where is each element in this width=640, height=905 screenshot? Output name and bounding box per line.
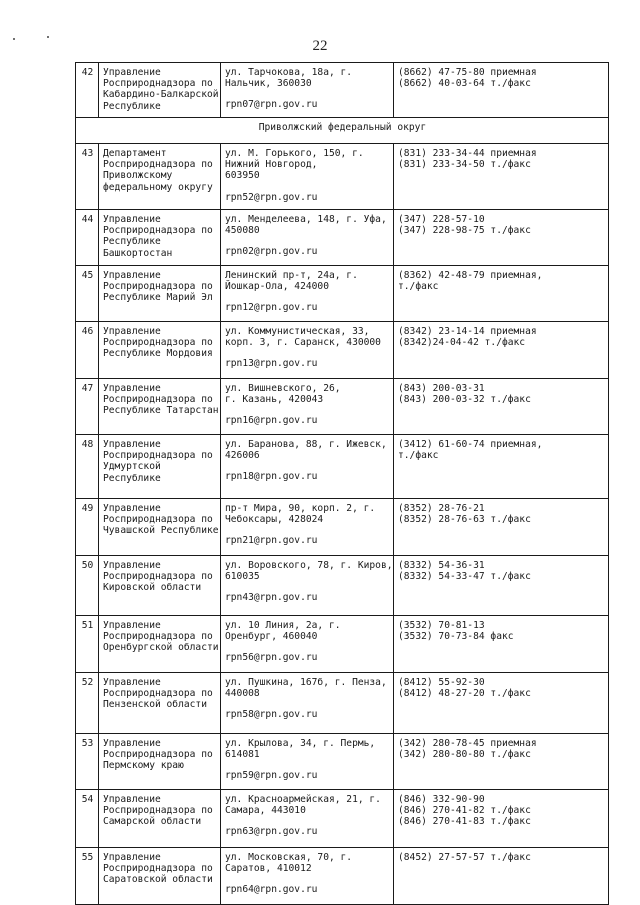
- table-row: [76, 63, 609, 118]
- phone-cell: [394, 790, 609, 848]
- address-cell: [221, 144, 394, 210]
- organization-line: Росприроднадзора по: [103, 805, 213, 817]
- organization-line: Республике Мордовия: [103, 348, 213, 360]
- phone-line: (8342) 23-14-14 приемная: [398, 326, 537, 337]
- organization-line: Самарской области: [103, 816, 202, 828]
- phone-line: (8332) 54-33-47 т./факс: [398, 571, 531, 583]
- organization-line: Департамент: [103, 148, 167, 159]
- organization-line: Росприроднадзора по: [103, 631, 213, 643]
- organization-line: Росприроднадзора по: [103, 225, 213, 237]
- email-address: rpn07@rpn.gov.ru: [225, 99, 318, 111]
- phone-cell: [394, 616, 609, 673]
- phone-cell: [394, 322, 609, 379]
- organization-cell: [99, 63, 221, 118]
- territorial-offices-table: [75, 62, 609, 905]
- table-row: [76, 435, 609, 499]
- phone-cell: [394, 63, 609, 118]
- organization-line: Пензенской области: [103, 699, 207, 711]
- organization-line: Управление: [103, 67, 161, 78]
- organization-line: Республике Марий Эл: [103, 292, 213, 304]
- email-address: rpn12@rpn.gov.ru: [225, 302, 318, 314]
- address-cell: [221, 266, 394, 322]
- row-number: 45: [76, 266, 99, 322]
- table-row: [76, 379, 609, 435]
- organization-line: Управление: [103, 326, 161, 337]
- organization-line: Управление: [103, 503, 161, 514]
- organization-cell: [99, 734, 221, 790]
- address-line: Ленинский пр-т, 24а, г.: [225, 270, 358, 281]
- region-row: [76, 118, 609, 144]
- phone-line: (8662) 47-75-80 приемная: [398, 67, 537, 78]
- address-cell: [221, 616, 394, 673]
- row-number: 48: [76, 435, 99, 499]
- address-line: ул. Баранова, 88, г. Ижевск,: [225, 439, 387, 450]
- organization-line: Кировской области: [103, 582, 202, 594]
- table-row: [76, 848, 609, 905]
- address-cell: [221, 556, 394, 616]
- row-number: 53: [76, 734, 99, 790]
- organization-line: Управление: [103, 852, 161, 863]
- phone-cell: [394, 144, 609, 210]
- phone-line: (846) 332-90-90: [398, 794, 485, 805]
- organization-line: Росприроднадзора по: [103, 749, 213, 761]
- phone-line: т./факс: [398, 281, 439, 293]
- organization-cell: [99, 616, 221, 673]
- table-row: [76, 499, 609, 556]
- organization-cell: [99, 435, 221, 499]
- email-address: rpn64@rpn.gov.ru: [225, 884, 318, 896]
- address-line: 614081: [225, 749, 260, 761]
- phone-line: (843) 200-03-32 т./факс: [398, 394, 531, 406]
- organization-cell: [99, 144, 221, 210]
- address-line: Нижний Новгород,: [225, 159, 318, 171]
- phone-line: (347) 228-98-75 т./факс: [398, 225, 531, 237]
- address-line: г. Казань, 420043: [225, 394, 324, 406]
- phone-line: (8362) 42-48-79 приемная,: [398, 270, 543, 281]
- organization-cell: [99, 266, 221, 322]
- address-line: 426006: [225, 450, 260, 462]
- table-row: [76, 556, 609, 616]
- address-line: ул. Воровского, 78, г. Киров,: [225, 560, 393, 571]
- row-number: 44: [76, 210, 99, 266]
- organization-cell: [99, 790, 221, 848]
- organization-line: Башкортостан: [103, 247, 173, 259]
- organization-cell: [99, 848, 221, 905]
- email-address: rpn43@rpn.gov.ru: [225, 592, 318, 604]
- row-number: 55: [76, 848, 99, 905]
- address-line: корп. 3, г. Саранск, 430000: [225, 337, 381, 349]
- address-cell: [221, 210, 394, 266]
- organization-line: федеральному округу: [103, 181, 213, 193]
- organization-cell: [99, 210, 221, 266]
- organization-line: Приволжскому: [103, 170, 173, 182]
- address-cell: [221, 499, 394, 556]
- organization-line: Чувашской Республике: [103, 525, 219, 537]
- organization-line: Росприроднадзора по: [103, 337, 213, 349]
- address-line: пр-т Мира, 90, корп. 2, г.: [225, 503, 376, 514]
- address-cell: [221, 63, 394, 118]
- organization-line: Росприроднадзора по: [103, 571, 213, 583]
- email-address: rpn21@rpn.gov.ru: [225, 535, 318, 547]
- row-number: 43: [76, 144, 99, 210]
- organization-line: Росприроднадзора по: [103, 863, 213, 875]
- email-address: rpn13@rpn.gov.ru: [225, 358, 318, 370]
- organization-line: Управление: [103, 620, 161, 631]
- table-row: [76, 322, 609, 379]
- phone-line: (8662) 40-03-64 т./факс: [398, 78, 531, 90]
- email-address: rpn02@rpn.gov.ru: [225, 246, 318, 258]
- organization-line: Республике: [103, 236, 161, 248]
- phone-line: (347) 228-57-10: [398, 214, 485, 225]
- organization-line: Управление: [103, 738, 161, 749]
- address-cell: [221, 848, 394, 905]
- address-line: Оренбург, 460040: [225, 631, 318, 643]
- organization-line: Росприроднадзора по: [103, 514, 213, 526]
- address-line: ул. Вишневского, 26,: [225, 383, 341, 394]
- phone-cell: [394, 266, 609, 322]
- row-number: 50: [76, 556, 99, 616]
- phone-line: (8412) 55-92-30: [398, 677, 485, 688]
- organization-line: Росприроднадзора по: [103, 394, 213, 406]
- organization-line: Росприроднадзора по: [103, 688, 213, 700]
- address-line: Самара, 443010: [225, 805, 306, 817]
- organization-line: Управление: [103, 560, 161, 571]
- organization-cell: [99, 322, 221, 379]
- phone-line: (843) 200-03-31: [398, 383, 485, 394]
- table-row: [76, 616, 609, 673]
- address-line: ул. Крылова, 34, г. Пермь,: [225, 738, 376, 749]
- address-line: ул. Тарчокова, 18а, г.: [225, 67, 353, 78]
- phone-line: (8332) 54-36-31: [398, 560, 485, 571]
- organization-line: Управление: [103, 794, 161, 805]
- table-row: [76, 266, 609, 322]
- phone-cell: [394, 379, 609, 435]
- address-line: Саратов, 410012: [225, 863, 312, 875]
- phone-line: (8342)24-04-42 т./факс: [398, 337, 526, 349]
- email-address: rpn52@rpn.gov.ru: [225, 191, 318, 203]
- address-line: 450080: [225, 225, 260, 237]
- table-body: [76, 63, 609, 905]
- phone-cell: [394, 673, 609, 734]
- phone-line: (8352) 28-76-63 т./факс: [398, 514, 531, 526]
- organization-line: Управление: [103, 383, 161, 394]
- phone-line: (846) 270-41-82 т./факс: [398, 805, 531, 817]
- organization-line: Республике: [103, 472, 161, 484]
- organization-line: Кабардино-Балкарской: [103, 89, 219, 101]
- row-number: 42: [76, 63, 99, 118]
- row-number: 52: [76, 673, 99, 734]
- address-line: ул. Коммунистическая, 33,: [225, 326, 370, 337]
- phone-line: (831) 233-34-44 приемная: [398, 148, 537, 159]
- address-line: ул. Московская, 70, г.: [225, 852, 353, 863]
- address-line: ул. 10 Линия, 2а, г.: [225, 620, 341, 631]
- table-row: [76, 210, 609, 266]
- address-line: Чебоксары, 428024: [225, 514, 324, 526]
- organization-line: Республике Татарстан: [103, 405, 219, 417]
- address-cell: [221, 673, 394, 734]
- address-cell: [221, 734, 394, 790]
- address-line: ул. Менделеева, 148, г. Уфа,: [225, 214, 387, 225]
- address-cell: [221, 435, 394, 499]
- phone-line: т./факс: [398, 450, 439, 462]
- phone-line: (846) 270-41-83 т./факс: [398, 816, 531, 828]
- phone-line: (3412) 61-60-74 приемная,: [398, 439, 543, 450]
- address-cell: [221, 322, 394, 379]
- row-number: 54: [76, 790, 99, 848]
- address-line: ул. Пушкина, 167б, г. Пенза,: [225, 677, 387, 688]
- phone-cell: [394, 210, 609, 266]
- organization-line: Оренбургской области: [103, 642, 219, 654]
- table-row: [76, 144, 609, 210]
- organization-line: Управление: [103, 214, 161, 225]
- address-line: 603950: [225, 170, 260, 182]
- phone-cell: [394, 435, 609, 499]
- phone-line: (3532) 70-73-84 факс: [398, 631, 514, 643]
- phone-cell: [394, 556, 609, 616]
- address-line: 610035: [225, 571, 260, 583]
- address-line: Нальчик, 360030: [225, 78, 312, 90]
- row-number: 46: [76, 322, 99, 379]
- phone-cell: [394, 499, 609, 556]
- organization-line: Саратовской области: [103, 874, 213, 886]
- email-address: rpn56@rpn.gov.ru: [225, 652, 318, 664]
- table-row: [76, 734, 609, 790]
- table-row: [76, 790, 609, 848]
- phone-line: (342) 280-78-45 приемная: [398, 738, 537, 749]
- organization-line: Росприроднадзора по: [103, 281, 213, 293]
- organization-cell: [99, 379, 221, 435]
- page-number: 22: [312, 38, 328, 54]
- address-line: Йошкар-Ола, 424000: [225, 281, 329, 293]
- address-line: ул. М. Горького, 150, г.: [225, 148, 364, 159]
- organization-cell: [99, 556, 221, 616]
- organization-line: Управление: [103, 677, 161, 688]
- email-address: rpn63@rpn.gov.ru: [225, 826, 318, 838]
- phone-cell: [394, 734, 609, 790]
- organization-line: Управление: [103, 270, 161, 281]
- phone-line: (3532) 70-81-13: [398, 620, 485, 631]
- phone-cell: [394, 848, 609, 905]
- address-line: 440008: [225, 688, 260, 700]
- organization-line: Росприроднадзора по: [103, 450, 213, 462]
- email-address: rpn58@rpn.gov.ru: [225, 709, 318, 721]
- email-address: rpn18@rpn.gov.ru: [225, 471, 318, 483]
- row-number: 47: [76, 379, 99, 435]
- organization-line: Росприроднадзора по: [103, 159, 213, 171]
- phone-line: (8352) 28-76-21: [398, 503, 485, 514]
- organization-line: Росприроднадзора по: [103, 78, 213, 90]
- address-cell: [221, 379, 394, 435]
- organization-line: Управление: [103, 439, 161, 450]
- row-number: 49: [76, 499, 99, 556]
- organization-line: Республике: [103, 100, 161, 112]
- address-line: ул. Красноармейская, 21, г.: [225, 794, 381, 805]
- row-number: 51: [76, 616, 99, 673]
- phone-line: (831) 233-34-50 т./факс: [398, 159, 531, 171]
- organization-line: Удмуртской: [103, 461, 161, 473]
- phone-line: (8452) 27-57-57 т./факс: [398, 852, 531, 863]
- phone-line: (8412) 48-27-20 т./факс: [398, 688, 531, 700]
- address-cell: [221, 790, 394, 848]
- email-address: rpn59@rpn.gov.ru: [225, 770, 318, 782]
- table-row: [76, 673, 609, 734]
- organization-cell: [99, 673, 221, 734]
- region-heading: Приволжский федеральный округ: [76, 118, 609, 144]
- organization-line: Пермскому краю: [103, 760, 184, 772]
- organization-cell: [99, 499, 221, 556]
- phone-line: (342) 280-80-80 т./факс: [398, 749, 531, 761]
- email-address: rpn16@rpn.gov.ru: [225, 415, 318, 427]
